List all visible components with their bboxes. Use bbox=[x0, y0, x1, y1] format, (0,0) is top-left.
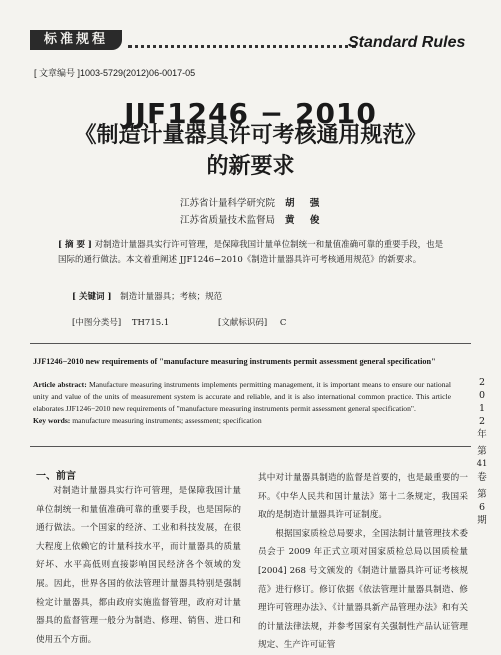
english-abstract-text: Manufacture measuring instruments implements permitting management, it is important means to ensure our national unity and value of the units of measurement system is accurate and reliable, and it is also international common practice. This article elaborates JJF1246−2010 new requirements of "manufacture measuring instruments permit assessment general specification". bbox=[33, 380, 452, 413]
keywords-label: [ 关键词 ] bbox=[72, 292, 112, 302]
section-tab-english: Standard Rules bbox=[348, 34, 466, 51]
author-org: 江苏省质量技术监督局 bbox=[180, 215, 276, 226]
english-abstract bbox=[33, 379, 451, 427]
section-tab: 标准规程 bbox=[30, 30, 122, 50]
issue-char: 第 bbox=[477, 446, 487, 457]
issue-char: 年 bbox=[477, 429, 487, 440]
classification-number bbox=[72, 316, 169, 328]
title-standard-number: JJF1246 − 2010 bbox=[124, 97, 377, 130]
issue-char: 2 bbox=[478, 377, 486, 388]
issue-char: 卷 bbox=[477, 472, 487, 483]
english-title: JJF1246−2010 new requirements of "manufacture measuring instruments permit assessment general specification" bbox=[33, 357, 436, 366]
article-number: [ 文章编号 ]1003-5729(2012)06-0017-05 bbox=[34, 68, 196, 78]
issue-char: 41 bbox=[476, 459, 488, 469]
english-keywords-text: manufacture measuring instruments; assessment; specification bbox=[72, 416, 262, 425]
abstract-cn bbox=[58, 238, 444, 268]
issue-char: 1 bbox=[478, 403, 486, 414]
author-name: 胡 强 bbox=[285, 198, 326, 209]
header-dotted-rule bbox=[128, 45, 356, 48]
document-code-label: [文献标识码] bbox=[218, 318, 268, 328]
keywords-text: 制造计量器具；考核；规范 bbox=[120, 292, 223, 302]
separator-line bbox=[30, 446, 471, 447]
classification-value: TH715.1 bbox=[131, 318, 170, 328]
section-heading: 一、前言 bbox=[36, 471, 76, 482]
issue-char: 期 bbox=[477, 515, 487, 526]
author-row bbox=[180, 195, 325, 209]
author-row bbox=[180, 212, 325, 226]
body-left-column: 对制造计量器具实行许可管理，是保障我国计量单位制统一和量值准确可靠的重要手段，也是国际的通行做法。一个国家的经济、工业和科技发展，在很大程度上依赖它的计量科技水平，而计量器具的质量好坏、水平高低则直接影响国民经济各个领域的发展。因此，世界各国的依法管理计量器具特别是强制检定计量器具，都由政府实施监督管理，政府对计量器具的监督管理一般分为制造、修理、销售、进口和使用五个方面。 bbox=[36, 486, 241, 645]
document-code-value: C bbox=[279, 318, 287, 328]
issue-char: 第 bbox=[477, 489, 487, 500]
abstract-label: [ 摘 要 ] bbox=[58, 240, 92, 250]
english-keywords-label: Key words: bbox=[33, 416, 71, 425]
author-name: 黄 俊 bbox=[285, 215, 326, 226]
classification-label: [中图分类号] bbox=[72, 318, 122, 328]
body-right-column bbox=[258, 469, 468, 655]
issue-char: 0 bbox=[478, 390, 486, 401]
separator-line bbox=[30, 343, 471, 344]
document-code bbox=[218, 316, 286, 328]
issue-char: 6 bbox=[478, 502, 486, 513]
title-subtitle: 的新要求 bbox=[206, 154, 295, 179]
issue-char: 2 bbox=[478, 416, 486, 427]
english-abstract-label: Article abstract: bbox=[33, 380, 87, 389]
abstract-text: 对制造计量器具实行许可管理，是保障我国计量单位制统一和量值准确可靠的重要手段，也是国际的通行做法。本文着重阐述 JJF1246−2010《制造计量器具许可考核通用规范》的新要求。 bbox=[58, 240, 444, 265]
author-org: 江苏省计量科学研究院 bbox=[180, 198, 276, 209]
keywords-cn bbox=[72, 290, 222, 302]
issue-sidebar bbox=[474, 376, 490, 527]
title-standard-name: 《制造计量器具许可考核通用规范》 bbox=[74, 123, 427, 148]
body-paragraph: 根据国家质检总局要求，全国法制计量管理技术委员会于 2009 年正式立项对国家质检总局以国质检量 [2004] 268 号文颁发的《制造计量器具许可证考核规范》进行修订。修订依据《依法管理计量器具制造、修理许可管理办法》、《计量器具新产品管理办法》和有关的计量法律法规，并参考国家有关强制性产品认证管理规定、生产许可证管 bbox=[258, 528, 468, 651]
body-paragraph: 其中对计量器具制造的监督是首要的，也是最重要的一环。《中华人民共和国计量法》第十二条规定，我国采取的是制造计量器具许可证制度。 bbox=[258, 473, 468, 521]
